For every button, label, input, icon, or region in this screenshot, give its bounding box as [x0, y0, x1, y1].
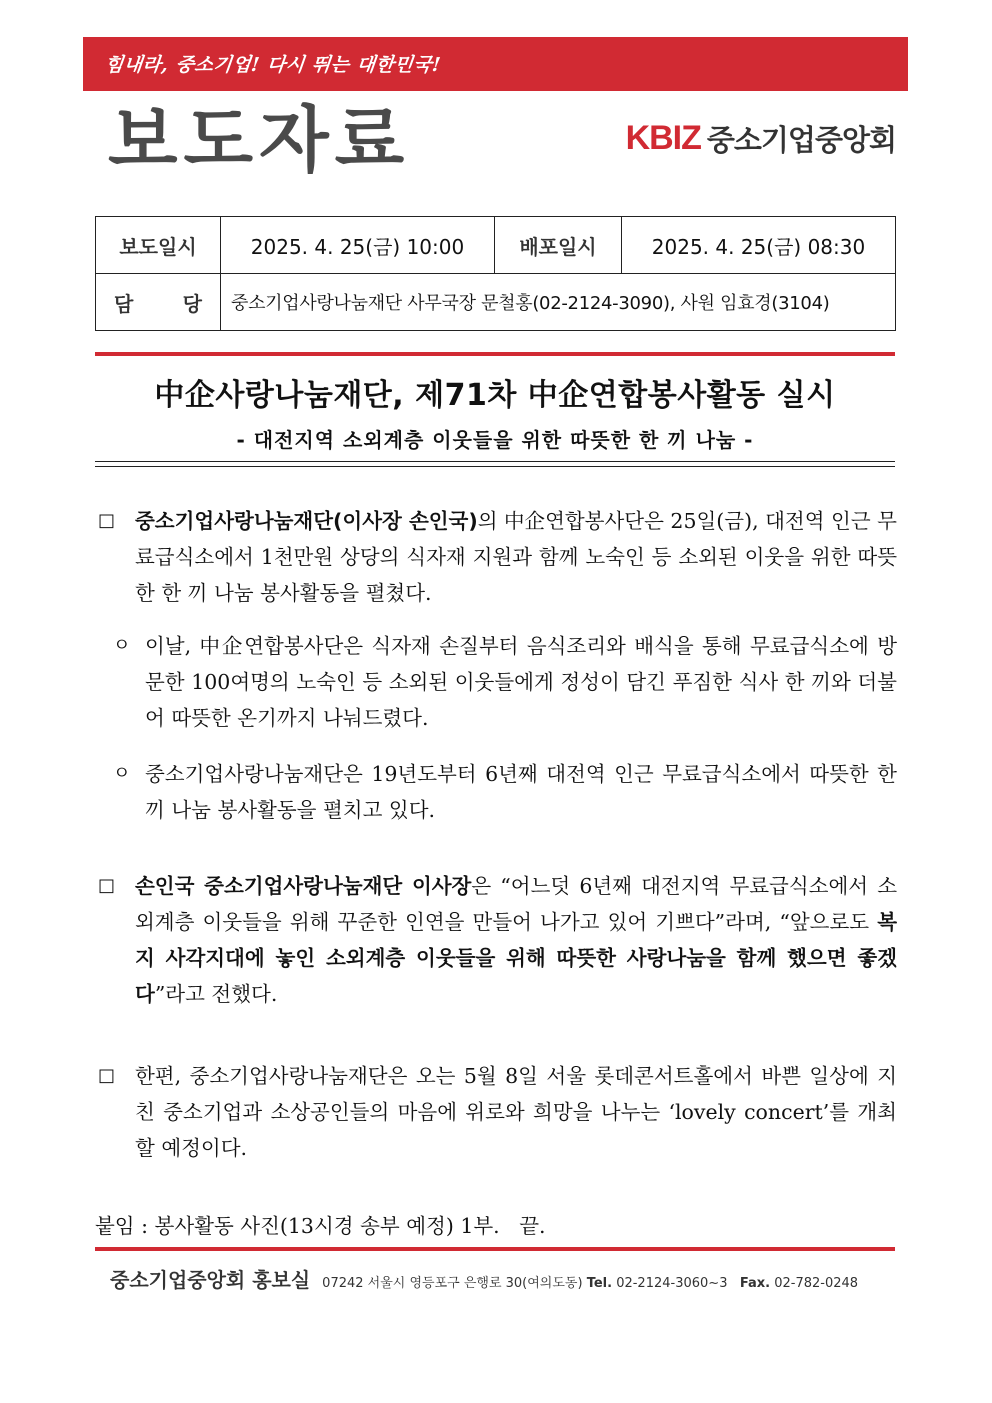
subheadline: - 대전지역 소외계층 이웃들을 위한 따뜻한 한 끼 나눔 - [236, 428, 754, 452]
logo-name: 중소기업중앙회 [706, 123, 896, 157]
contact-label [96, 274, 221, 331]
contact-label-1: 담 [114, 291, 134, 316]
box-bullet: □ [98, 875, 116, 896]
p1-bold: 중소기업사랑나눔재단(이사장 손인국) [135, 509, 478, 533]
paragraph-1a [95, 628, 897, 736]
paragraph-1b [95, 756, 897, 828]
document-type-title: 보도자료 [108, 98, 411, 182]
footer-fax-label: Fax. [739, 1276, 771, 1291]
attachment-note: 붙임 : 봉사활동 사진(13시경 송부 예정) 1부. 끝. [95, 1214, 546, 1238]
footer [110, 1264, 858, 1293]
banner-slogan: 힘내라, 중소기업! 다시 뛰는 대한민국! [103, 54, 443, 76]
paragraph-1 [95, 503, 897, 611]
box-bullet: □ [98, 1065, 116, 1086]
p1-text: 의 中企연합봉사단은 25일(금), 대전역 인근 무료급식소에서 1천만원 상당의 식자재 지원과 함께 노숙인 등 소외된 이웃을 위한 따뜻한 한 끼 나눔 봉사활동을 펼쳤다. [135, 509, 897, 605]
p2-bold-1: 손인국 중소기업사랑나눔재단 이사장 [135, 874, 472, 898]
distribute-date-label: 배포일시 [494, 217, 621, 274]
release-info-table [95, 216, 896, 331]
kbiz-logo [626, 118, 896, 159]
footer-rule [95, 1247, 895, 1251]
footer-fax: 02-782-0248 [774, 1276, 859, 1291]
release-date-label: 보도일시 [96, 217, 221, 274]
title-bottom-rule [95, 461, 895, 467]
release-date-value: 2025. 4. 25(금) 10:00 [221, 217, 495, 274]
p2-end: ”라고 전했다. [154, 982, 278, 1006]
circle-bullet: ㅇ [113, 635, 131, 656]
p3-text: 한편, 중소기업사랑나눔재단은 오는 5월 8일 서울 롯데콘서트홀에서 바쁜 일상에 지친 중소기업과 소상공인들의 마음에 위로와 희망을 나누는 ‘lovely concert’를 개최할 예정이다. [135, 1064, 897, 1160]
top-banner [83, 37, 908, 91]
p2-mid: 은 “어느덧 6년째 대전지역 무료급식소에서 소외계층 이웃들을 위해 꾸준한 인연을 만들어 나가고 있어 기쁘다”라며, “앞으로도 [135, 874, 897, 934]
footer-tel: 02-2124-3060~3 [616, 1276, 728, 1291]
footer-contact [322, 1272, 858, 1291]
contact-label-2: 당 [182, 291, 202, 316]
title-top-rule [95, 352, 895, 356]
p2-bold-2: 복지 사각지대에 놓인 소외계층 이웃들을 위해 따뜻한 사랑나눔을 함께 했으면 좋겠다 [135, 910, 897, 1006]
footer-org: 중소기업중앙회 홍보실 [110, 1268, 311, 1292]
paragraph-3 [95, 1058, 897, 1166]
footer-tel-label: Tel. [586, 1276, 613, 1291]
footer-address: 07242 서울시 영등포구 은행로 30(여의도동) [322, 1276, 583, 1291]
p1b-text: 중소기업사랑나눔재단은 19년도부터 6년째 대전역 인근 무료급식소에서 따뜻한 한 끼 나눔 봉사활동을 펼치고 있다. [145, 762, 897, 822]
contact-value: 중소기업사랑나눔재단 사무국장 문철홍(02-2124-3090), 사원 임효경(3104) [221, 274, 896, 331]
headline: 中企사랑나눔재단, 제71차 中企연합봉사활동 실시 [154, 378, 836, 413]
distribute-date-value: 2025. 4. 25(금) 08:30 [621, 217, 895, 274]
p1a-text: 이날, 中企연합봉사단은 식자재 손질부터 음식조리와 배식을 통해 무료급식소에 방문한 100여명의 노숙인 등 소외된 이웃들에게 정성이 담긴 푸짐한 식사 한 끼와 더불어 따뜻한 온기까지 나눠드렸다. [145, 634, 897, 730]
box-bullet: □ [98, 510, 116, 531]
logo-mark: KBIZ [625, 119, 701, 157]
paragraph-2 [95, 868, 897, 1012]
circle-bullet: ㅇ [113, 763, 131, 784]
